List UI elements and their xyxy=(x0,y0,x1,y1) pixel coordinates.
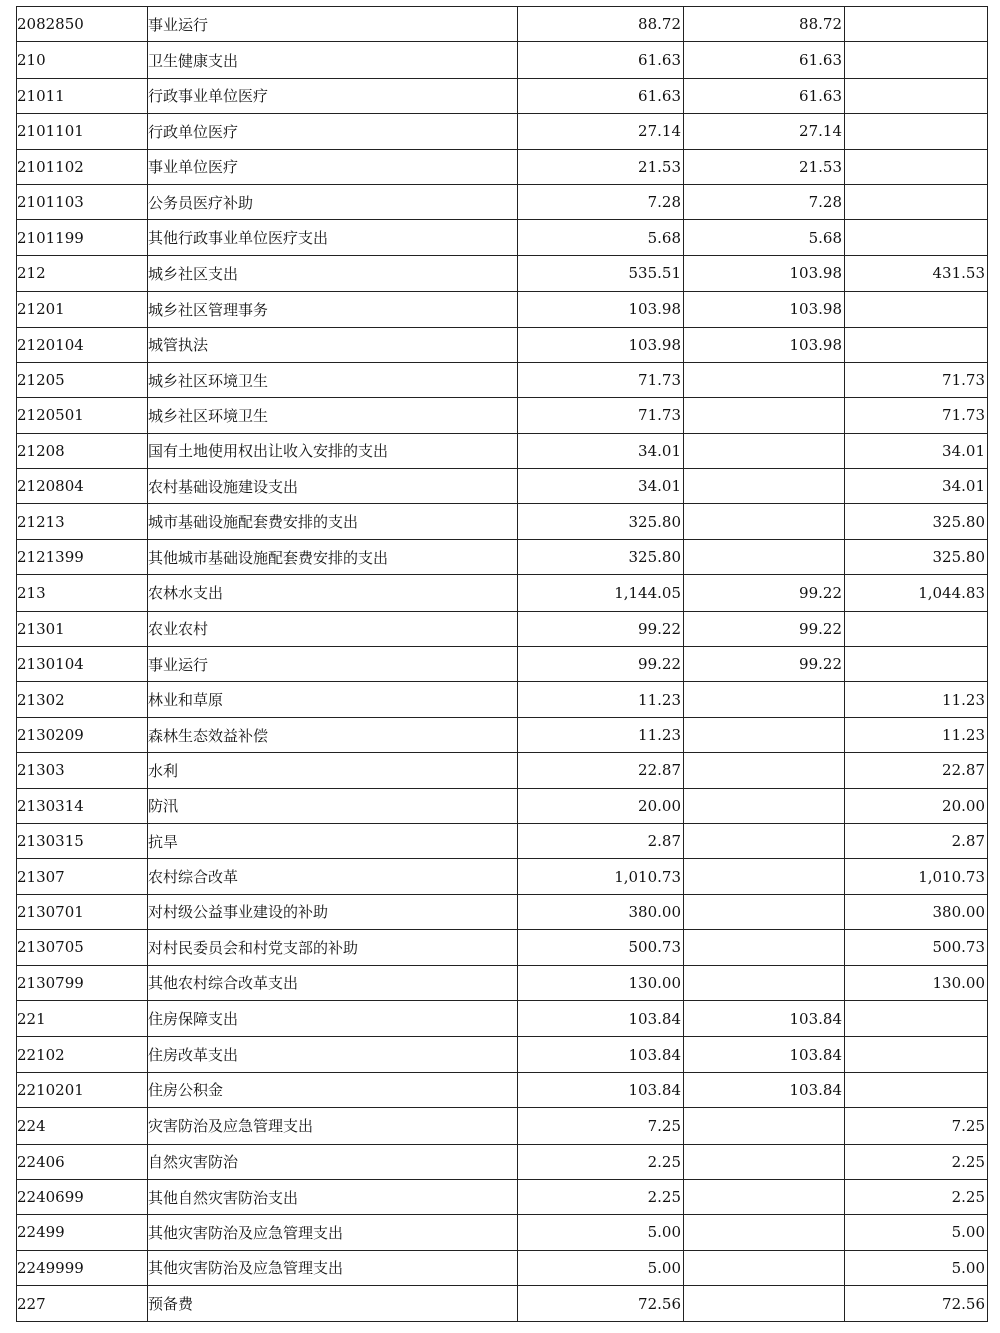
project-expenditure-cell: 1,010.73 xyxy=(845,859,988,894)
subject-name-cell: 林业和草原 xyxy=(148,682,518,717)
project-expenditure-cell: 11.23 xyxy=(845,717,988,752)
subject-code-cell: 2120104 xyxy=(17,327,148,362)
total-amount-cell: 20.00 xyxy=(518,788,684,823)
basic-expenditure-cell xyxy=(684,682,845,717)
subject-name-cell: 森林生态效益补偿 xyxy=(148,717,518,752)
table-row xyxy=(17,788,988,823)
table-row xyxy=(17,682,988,717)
total-amount-cell: 27.14 xyxy=(518,114,684,149)
project-expenditure-cell: 7.25 xyxy=(845,1108,988,1144)
table-row xyxy=(17,7,988,42)
table-row xyxy=(17,647,988,682)
subject-name-cell: 城乡社区管理事务 xyxy=(148,292,518,327)
subject-code-cell: 2130701 xyxy=(17,894,148,929)
subject-code-cell: 2130799 xyxy=(17,965,148,1000)
total-amount-cell: 325.80 xyxy=(518,539,684,574)
subject-code-cell: 21302 xyxy=(17,682,148,717)
subject-code-cell: 2130314 xyxy=(17,788,148,823)
subject-code-cell: 22102 xyxy=(17,1037,148,1072)
subject-code-cell: 21205 xyxy=(17,362,148,397)
total-amount-cell: 535.51 xyxy=(518,255,684,291)
basic-expenditure-cell: 27.14 xyxy=(684,114,845,149)
table-row xyxy=(17,469,988,504)
subject-name-cell: 城乡社区环境卫生 xyxy=(148,398,518,433)
total-amount-cell: 380.00 xyxy=(518,894,684,929)
table-row xyxy=(17,1215,988,1250)
total-amount-cell: 130.00 xyxy=(518,965,684,1000)
subject-name-cell: 水利 xyxy=(148,753,518,788)
table-row xyxy=(17,1250,988,1285)
subject-code-cell: 21301 xyxy=(17,611,148,646)
subject-code-cell: 2130315 xyxy=(17,823,148,858)
table-row xyxy=(17,1000,988,1036)
project-expenditure-cell xyxy=(845,42,988,78)
subject-name-cell: 城乡社区环境卫生 xyxy=(148,362,518,397)
table-row xyxy=(17,859,988,894)
subject-name-cell: 其他农村综合改革支出 xyxy=(148,965,518,1000)
project-expenditure-cell: 500.73 xyxy=(845,930,988,965)
basic-expenditure-cell xyxy=(684,1179,845,1214)
project-expenditure-cell: 2.87 xyxy=(845,823,988,858)
total-amount-cell: 2.25 xyxy=(518,1179,684,1214)
subject-name-cell: 事业单位医疗 xyxy=(148,149,518,184)
project-expenditure-cell xyxy=(845,149,988,184)
basic-expenditure-cell xyxy=(684,859,845,894)
project-expenditure-cell xyxy=(845,1000,988,1036)
total-amount-cell: 7.25 xyxy=(518,1108,684,1144)
subject-code-cell: 22406 xyxy=(17,1144,148,1179)
project-expenditure-cell: 34.01 xyxy=(845,469,988,504)
project-expenditure-cell: 22.87 xyxy=(845,753,988,788)
project-expenditure-cell xyxy=(845,647,988,682)
project-expenditure-cell: 20.00 xyxy=(845,788,988,823)
basic-expenditure-cell: 99.22 xyxy=(684,611,845,646)
total-amount-cell: 1,010.73 xyxy=(518,859,684,894)
subject-code-cell: 2101102 xyxy=(17,149,148,184)
subject-name-cell: 农村基础设施建设支出 xyxy=(148,469,518,504)
table-row xyxy=(17,894,988,929)
subject-code-cell: 21307 xyxy=(17,859,148,894)
total-amount-cell: 1,144.05 xyxy=(518,575,684,611)
basic-expenditure-cell: 99.22 xyxy=(684,575,845,611)
table-row xyxy=(17,78,988,113)
subject-name-cell: 住房保障支出 xyxy=(148,1000,518,1036)
table-row xyxy=(17,184,988,219)
subject-name-cell: 农村综合改革 xyxy=(148,859,518,894)
project-expenditure-cell: 380.00 xyxy=(845,894,988,929)
table-row xyxy=(17,220,988,255)
subject-name-cell: 预备费 xyxy=(148,1286,518,1322)
project-expenditure-cell xyxy=(845,114,988,149)
subject-code-cell: 2121399 xyxy=(17,539,148,574)
total-amount-cell: 2.87 xyxy=(518,823,684,858)
subject-name-cell: 抗旱 xyxy=(148,823,518,858)
total-amount-cell: 5.68 xyxy=(518,220,684,255)
basic-expenditure-cell xyxy=(684,504,845,539)
project-expenditure-cell: 325.80 xyxy=(845,539,988,574)
subject-name-cell: 农业农村 xyxy=(148,611,518,646)
total-amount-cell: 103.84 xyxy=(518,1037,684,1072)
basic-expenditure-cell xyxy=(684,1144,845,1179)
subject-code-cell: 2130104 xyxy=(17,647,148,682)
basic-expenditure-cell xyxy=(684,1108,845,1144)
basic-expenditure-cell xyxy=(684,1286,845,1322)
total-amount-cell: 71.73 xyxy=(518,362,684,397)
project-expenditure-cell xyxy=(845,220,988,255)
project-expenditure-cell: 1,044.83 xyxy=(845,575,988,611)
total-amount-cell: 21.53 xyxy=(518,149,684,184)
subject-name-cell: 其他灾害防治及应急管理支出 xyxy=(148,1215,518,1250)
subject-code-cell: 213 xyxy=(17,575,148,611)
subject-name-cell: 事业运行 xyxy=(148,647,518,682)
subject-code-cell: 2120501 xyxy=(17,398,148,433)
subject-name-cell: 国有土地使用权出让收入安排的支出 xyxy=(148,433,518,468)
subject-name-cell: 卫生健康支出 xyxy=(148,42,518,78)
basic-expenditure-cell xyxy=(684,788,845,823)
subject-name-cell: 城管执法 xyxy=(148,327,518,362)
total-amount-cell: 34.01 xyxy=(518,433,684,468)
total-amount-cell: 99.22 xyxy=(518,647,684,682)
subject-name-cell: 事业运行 xyxy=(148,7,518,42)
table-row xyxy=(17,965,988,1000)
table-row xyxy=(17,1286,988,1322)
subject-name-cell: 行政事业单位医疗 xyxy=(148,78,518,113)
expenditure-table xyxy=(16,6,988,1322)
subject-code-cell: 221 xyxy=(17,1000,148,1036)
subject-code-cell: 2101199 xyxy=(17,220,148,255)
subject-name-cell: 对村级公益事业建设的补助 xyxy=(148,894,518,929)
project-expenditure-cell xyxy=(845,1072,988,1107)
subject-name-cell: 灾害防治及应急管理支出 xyxy=(148,1108,518,1144)
total-amount-cell: 71.73 xyxy=(518,398,684,433)
table-row xyxy=(17,717,988,752)
total-amount-cell: 34.01 xyxy=(518,469,684,504)
basic-expenditure-cell: 21.53 xyxy=(684,149,845,184)
basic-expenditure-cell: 61.63 xyxy=(684,42,845,78)
subject-name-cell: 自然灾害防治 xyxy=(148,1144,518,1179)
total-amount-cell: 11.23 xyxy=(518,682,684,717)
total-amount-cell: 88.72 xyxy=(518,7,684,42)
subject-name-cell: 其他行政事业单位医疗支出 xyxy=(148,220,518,255)
total-amount-cell: 500.73 xyxy=(518,930,684,965)
project-expenditure-cell: 431.53 xyxy=(845,255,988,291)
table-row xyxy=(17,327,988,362)
table-row xyxy=(17,575,988,611)
subject-code-cell: 210 xyxy=(17,42,148,78)
total-amount-cell: 22.87 xyxy=(518,753,684,788)
table-row xyxy=(17,255,988,291)
basic-expenditure-cell: 103.84 xyxy=(684,1072,845,1107)
table-body xyxy=(17,7,988,1322)
basic-expenditure-cell: 5.68 xyxy=(684,220,845,255)
subject-code-cell: 2101103 xyxy=(17,184,148,219)
subject-code-cell: 21201 xyxy=(17,292,148,327)
total-amount-cell: 5.00 xyxy=(518,1215,684,1250)
table-row xyxy=(17,1179,988,1214)
subject-code-cell: 21303 xyxy=(17,753,148,788)
basic-expenditure-cell xyxy=(684,469,845,504)
subject-name-cell: 对村民委员会和村党支部的补助 xyxy=(148,930,518,965)
basic-expenditure-cell: 7.28 xyxy=(684,184,845,219)
subject-name-cell: 其他自然灾害防治支出 xyxy=(148,1179,518,1214)
project-expenditure-cell: 2.25 xyxy=(845,1179,988,1214)
total-amount-cell: 11.23 xyxy=(518,717,684,752)
project-expenditure-cell: 71.73 xyxy=(845,362,988,397)
project-expenditure-cell: 130.00 xyxy=(845,965,988,1000)
subject-name-cell: 住房公积金 xyxy=(148,1072,518,1107)
total-amount-cell: 103.98 xyxy=(518,327,684,362)
project-expenditure-cell: 34.01 xyxy=(845,433,988,468)
project-expenditure-cell: 11.23 xyxy=(845,682,988,717)
subject-code-cell: 22499 xyxy=(17,1215,148,1250)
basic-expenditure-cell: 61.63 xyxy=(684,78,845,113)
subject-code-cell: 2101101 xyxy=(17,114,148,149)
basic-expenditure-cell xyxy=(684,539,845,574)
basic-expenditure-cell xyxy=(684,362,845,397)
total-amount-cell: 72.56 xyxy=(518,1286,684,1322)
basic-expenditure-cell xyxy=(684,1215,845,1250)
basic-expenditure-cell xyxy=(684,823,845,858)
basic-expenditure-cell: 103.98 xyxy=(684,327,845,362)
total-amount-cell: 7.28 xyxy=(518,184,684,219)
subject-code-cell: 2210201 xyxy=(17,1072,148,1107)
total-amount-cell: 103.84 xyxy=(518,1000,684,1036)
project-expenditure-cell xyxy=(845,611,988,646)
basic-expenditure-cell xyxy=(684,717,845,752)
subject-code-cell: 2130705 xyxy=(17,930,148,965)
total-amount-cell: 103.84 xyxy=(518,1072,684,1107)
project-expenditure-cell xyxy=(845,327,988,362)
basic-expenditure-cell xyxy=(684,894,845,929)
total-amount-cell: 99.22 xyxy=(518,611,684,646)
subject-code-cell: 21213 xyxy=(17,504,148,539)
project-expenditure-cell: 325.80 xyxy=(845,504,988,539)
table-row xyxy=(17,292,988,327)
subject-name-cell: 城市基础设施配套费安排的支出 xyxy=(148,504,518,539)
table-row xyxy=(17,611,988,646)
total-amount-cell: 103.98 xyxy=(518,292,684,327)
subject-name-cell: 农林水支出 xyxy=(148,575,518,611)
table-row xyxy=(17,930,988,965)
subject-code-cell: 2082850 xyxy=(17,7,148,42)
subject-name-cell: 行政单位医疗 xyxy=(148,114,518,149)
subject-code-cell: 21208 xyxy=(17,433,148,468)
project-expenditure-cell: 5.00 xyxy=(845,1250,988,1285)
subject-code-cell: 21011 xyxy=(17,78,148,113)
project-expenditure-cell: 72.56 xyxy=(845,1286,988,1322)
table-row xyxy=(17,114,988,149)
total-amount-cell: 5.00 xyxy=(518,1250,684,1285)
subject-name-cell: 防汛 xyxy=(148,788,518,823)
subject-name-cell: 住房改革支出 xyxy=(148,1037,518,1072)
total-amount-cell: 2.25 xyxy=(518,1144,684,1179)
basic-expenditure-cell xyxy=(684,965,845,1000)
project-expenditure-cell xyxy=(845,1037,988,1072)
table-row xyxy=(17,149,988,184)
basic-expenditure-cell xyxy=(684,1250,845,1285)
subject-code-cell: 224 xyxy=(17,1108,148,1144)
subject-name-cell: 其他城市基础设施配套费安排的支出 xyxy=(148,539,518,574)
table-row xyxy=(17,1144,988,1179)
subject-name-cell: 城乡社区支出 xyxy=(148,255,518,291)
project-expenditure-cell xyxy=(845,292,988,327)
project-expenditure-cell xyxy=(845,78,988,113)
table-row xyxy=(17,504,988,539)
table-row xyxy=(17,1037,988,1072)
project-expenditure-cell: 5.00 xyxy=(845,1215,988,1250)
table-row xyxy=(17,539,988,574)
project-expenditure-cell: 71.73 xyxy=(845,398,988,433)
basic-expenditure-cell xyxy=(684,398,845,433)
basic-expenditure-cell xyxy=(684,930,845,965)
table-row xyxy=(17,362,988,397)
table-row xyxy=(17,1108,988,1144)
table-row xyxy=(17,1072,988,1107)
basic-expenditure-cell: 103.98 xyxy=(684,292,845,327)
basic-expenditure-cell: 103.84 xyxy=(684,1037,845,1072)
total-amount-cell: 61.63 xyxy=(518,42,684,78)
project-expenditure-cell xyxy=(845,7,988,42)
table-row xyxy=(17,398,988,433)
subject-code-cell: 2130209 xyxy=(17,717,148,752)
basic-expenditure-cell xyxy=(684,753,845,788)
basic-expenditure-cell: 103.98 xyxy=(684,255,845,291)
table-row xyxy=(17,823,988,858)
subject-code-cell: 212 xyxy=(17,255,148,291)
basic-expenditure-cell: 99.22 xyxy=(684,647,845,682)
project-expenditure-cell xyxy=(845,184,988,219)
subject-code-cell: 2120804 xyxy=(17,469,148,504)
total-amount-cell: 325.80 xyxy=(518,504,684,539)
subject-code-cell: 227 xyxy=(17,1286,148,1322)
subject-code-cell: 2249999 xyxy=(17,1250,148,1285)
basic-expenditure-cell xyxy=(684,433,845,468)
total-amount-cell: 61.63 xyxy=(518,78,684,113)
basic-expenditure-cell: 88.72 xyxy=(684,7,845,42)
subject-name-cell: 其他灾害防治及应急管理支出 xyxy=(148,1250,518,1285)
project-expenditure-cell: 2.25 xyxy=(845,1144,988,1179)
table-row xyxy=(17,433,988,468)
basic-expenditure-cell: 103.84 xyxy=(684,1000,845,1036)
table-row xyxy=(17,753,988,788)
subject-name-cell: 公务员医疗补助 xyxy=(148,184,518,219)
subject-code-cell: 2240699 xyxy=(17,1179,148,1214)
table-row xyxy=(17,42,988,78)
